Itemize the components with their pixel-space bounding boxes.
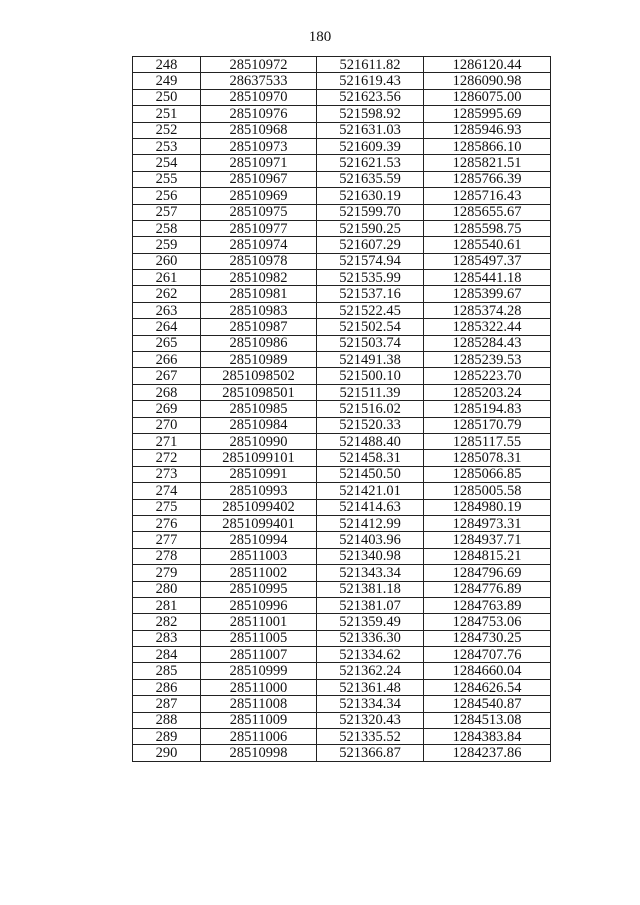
point-id-cell: 2851099401 xyxy=(201,515,317,531)
point-id-cell: 28510968 xyxy=(201,122,317,138)
point-id-cell: 28510985 xyxy=(201,401,317,417)
point-number-cell: 261 xyxy=(133,270,201,286)
coordinates-table xyxy=(132,56,551,762)
point-number-cell: 262 xyxy=(133,286,201,302)
point-number-cell: 289 xyxy=(133,729,201,745)
table-row xyxy=(133,679,551,695)
point-id-cell: 28510975 xyxy=(201,204,317,220)
point-id-cell: 28510991 xyxy=(201,466,317,482)
point-id-cell: 28510967 xyxy=(201,171,317,187)
point-number-cell: 275 xyxy=(133,499,201,515)
y-coordinate-cell: 1285117.55 xyxy=(424,433,551,449)
point-id-cell: 2851099101 xyxy=(201,450,317,466)
x-coordinate-cell: 521630.19 xyxy=(317,188,424,204)
x-coordinate-cell: 521343.34 xyxy=(317,565,424,581)
point-id-cell: 28511000 xyxy=(201,679,317,695)
y-coordinate-cell: 1285655.67 xyxy=(424,204,551,220)
y-coordinate-cell: 1284383.84 xyxy=(424,729,551,745)
table-row xyxy=(133,581,551,597)
point-id-cell: 2851098502 xyxy=(201,368,317,384)
x-coordinate-cell: 521381.07 xyxy=(317,597,424,613)
y-coordinate-cell: 1285374.28 xyxy=(424,302,551,318)
point-id-cell: 28510994 xyxy=(201,532,317,548)
point-number-cell: 280 xyxy=(133,581,201,597)
point-id-cell: 28510982 xyxy=(201,270,317,286)
point-id-cell: 28511007 xyxy=(201,647,317,663)
point-id-cell: 2851098501 xyxy=(201,384,317,400)
x-coordinate-cell: 521412.99 xyxy=(317,515,424,531)
x-coordinate-cell: 521535.99 xyxy=(317,270,424,286)
point-id-cell: 28510998 xyxy=(201,745,317,761)
point-id-cell: 28510999 xyxy=(201,663,317,679)
x-coordinate-cell: 521623.56 xyxy=(317,89,424,105)
x-coordinate-cell: 521621.53 xyxy=(317,155,424,171)
point-number-cell: 283 xyxy=(133,630,201,646)
x-coordinate-cell: 521334.62 xyxy=(317,647,424,663)
y-coordinate-cell: 1285766.39 xyxy=(424,171,551,187)
x-coordinate-cell: 521361.48 xyxy=(317,679,424,695)
y-coordinate-cell: 1284980.19 xyxy=(424,499,551,515)
point-id-cell: 28511001 xyxy=(201,614,317,630)
x-coordinate-cell: 521611.82 xyxy=(317,57,424,73)
y-coordinate-cell: 1285284.43 xyxy=(424,335,551,351)
x-coordinate-cell: 521511.39 xyxy=(317,384,424,400)
y-coordinate-cell: 1286090.98 xyxy=(424,73,551,89)
point-number-cell: 272 xyxy=(133,450,201,466)
y-coordinate-cell: 1284540.87 xyxy=(424,696,551,712)
y-coordinate-cell: 1284513.08 xyxy=(424,712,551,728)
point-number-cell: 248 xyxy=(133,57,201,73)
point-number-cell: 249 xyxy=(133,73,201,89)
y-coordinate-cell: 1286075.00 xyxy=(424,89,551,105)
y-coordinate-cell: 1285716.43 xyxy=(424,188,551,204)
point-number-cell: 266 xyxy=(133,352,201,368)
point-id-cell: 28510983 xyxy=(201,302,317,318)
table-row xyxy=(133,171,551,187)
table-row xyxy=(133,302,551,318)
x-coordinate-cell: 521503.74 xyxy=(317,335,424,351)
point-number-cell: 282 xyxy=(133,614,201,630)
x-coordinate-cell: 521334.34 xyxy=(317,696,424,712)
table-row xyxy=(133,450,551,466)
point-id-cell: 28511008 xyxy=(201,696,317,712)
point-number-cell: 279 xyxy=(133,565,201,581)
table-row xyxy=(133,663,551,679)
table-row xyxy=(133,352,551,368)
y-coordinate-cell: 1284626.54 xyxy=(424,679,551,695)
y-coordinate-cell: 1285223.70 xyxy=(424,368,551,384)
y-coordinate-cell: 1285239.53 xyxy=(424,352,551,368)
table-row xyxy=(133,89,551,105)
point-id-cell: 28511006 xyxy=(201,729,317,745)
point-number-cell: 290 xyxy=(133,745,201,761)
point-id-cell: 28511002 xyxy=(201,565,317,581)
table-row xyxy=(133,220,551,236)
point-number-cell: 252 xyxy=(133,122,201,138)
x-coordinate-cell: 521599.70 xyxy=(317,204,424,220)
point-number-cell: 268 xyxy=(133,384,201,400)
point-number-cell: 256 xyxy=(133,188,201,204)
table-row xyxy=(133,270,551,286)
table-row xyxy=(133,237,551,253)
table-row xyxy=(133,57,551,73)
x-coordinate-cell: 521537.16 xyxy=(317,286,424,302)
y-coordinate-cell: 1285441.18 xyxy=(424,270,551,286)
x-coordinate-cell: 521520.33 xyxy=(317,417,424,433)
point-id-cell: 28511009 xyxy=(201,712,317,728)
y-coordinate-cell: 1285821.51 xyxy=(424,155,551,171)
point-id-cell: 28510969 xyxy=(201,188,317,204)
point-id-cell: 2851099402 xyxy=(201,499,317,515)
x-coordinate-cell: 521598.92 xyxy=(317,106,424,122)
table-row xyxy=(133,466,551,482)
x-coordinate-cell: 521450.50 xyxy=(317,466,424,482)
point-id-cell: 28510993 xyxy=(201,483,317,499)
x-coordinate-cell: 521502.54 xyxy=(317,319,424,335)
table-row xyxy=(133,384,551,400)
point-id-cell: 28510981 xyxy=(201,286,317,302)
y-coordinate-cell: 1284973.31 xyxy=(424,515,551,531)
table-row xyxy=(133,253,551,269)
x-coordinate-cell: 521403.96 xyxy=(317,532,424,548)
table-row xyxy=(133,368,551,384)
table-row xyxy=(133,499,551,515)
point-number-cell: 274 xyxy=(133,483,201,499)
point-id-cell: 28510996 xyxy=(201,597,317,613)
table-row xyxy=(133,729,551,745)
x-coordinate-cell: 521335.52 xyxy=(317,729,424,745)
point-id-cell: 28511005 xyxy=(201,630,317,646)
x-coordinate-cell: 521491.38 xyxy=(317,352,424,368)
table-row xyxy=(133,745,551,761)
y-coordinate-cell: 1284730.25 xyxy=(424,630,551,646)
table-row xyxy=(133,515,551,531)
table-row xyxy=(133,696,551,712)
point-id-cell: 28637533 xyxy=(201,73,317,89)
x-coordinate-cell: 521421.01 xyxy=(317,483,424,499)
table-row xyxy=(133,188,551,204)
point-number-cell: 253 xyxy=(133,138,201,154)
y-coordinate-cell: 1285497.37 xyxy=(424,253,551,269)
point-number-cell: 273 xyxy=(133,466,201,482)
page-number: 180 xyxy=(308,29,332,45)
point-number-cell: 281 xyxy=(133,597,201,613)
point-number-cell: 284 xyxy=(133,647,201,663)
x-coordinate-cell: 521381.18 xyxy=(317,581,424,597)
y-coordinate-cell: 1285194.83 xyxy=(424,401,551,417)
table-row xyxy=(133,532,551,548)
y-coordinate-cell: 1284796.69 xyxy=(424,565,551,581)
y-coordinate-cell: 1285598.75 xyxy=(424,220,551,236)
x-coordinate-cell: 521359.49 xyxy=(317,614,424,630)
point-number-cell: 276 xyxy=(133,515,201,531)
table-row xyxy=(133,614,551,630)
point-id-cell: 28510978 xyxy=(201,253,317,269)
y-coordinate-cell: 1285078.31 xyxy=(424,450,551,466)
point-id-cell: 28510987 xyxy=(201,319,317,335)
table-row xyxy=(133,138,551,154)
y-coordinate-cell: 1286120.44 xyxy=(424,57,551,73)
coordinates-table-body xyxy=(133,57,551,762)
x-coordinate-cell: 521635.59 xyxy=(317,171,424,187)
point-number-cell: 259 xyxy=(133,237,201,253)
point-number-cell: 278 xyxy=(133,548,201,564)
x-coordinate-cell: 521574.94 xyxy=(317,253,424,269)
table-row xyxy=(133,73,551,89)
point-id-cell: 28510986 xyxy=(201,335,317,351)
x-coordinate-cell: 521340.98 xyxy=(317,548,424,564)
x-coordinate-cell: 521619.43 xyxy=(317,73,424,89)
point-number-cell: 251 xyxy=(133,106,201,122)
point-id-cell: 28510970 xyxy=(201,89,317,105)
y-coordinate-cell: 1284937.71 xyxy=(424,532,551,548)
point-number-cell: 265 xyxy=(133,335,201,351)
point-number-cell: 254 xyxy=(133,155,201,171)
table-row xyxy=(133,483,551,499)
y-coordinate-cell: 1284753.06 xyxy=(424,614,551,630)
point-number-cell: 260 xyxy=(133,253,201,269)
point-id-cell: 28510989 xyxy=(201,352,317,368)
table-row xyxy=(133,417,551,433)
table-row xyxy=(133,565,551,581)
point-number-cell: 286 xyxy=(133,679,201,695)
x-coordinate-cell: 521609.39 xyxy=(317,138,424,154)
x-coordinate-cell: 521500.10 xyxy=(317,368,424,384)
table-row xyxy=(133,548,551,564)
x-coordinate-cell: 521631.03 xyxy=(317,122,424,138)
y-coordinate-cell: 1285322.44 xyxy=(424,319,551,335)
x-coordinate-cell: 521458.31 xyxy=(317,450,424,466)
y-coordinate-cell: 1285866.10 xyxy=(424,138,551,154)
table-row xyxy=(133,155,551,171)
point-number-cell: 285 xyxy=(133,663,201,679)
point-number-cell: 288 xyxy=(133,712,201,728)
x-coordinate-cell: 521516.02 xyxy=(317,401,424,417)
point-id-cell: 28510984 xyxy=(201,417,317,433)
y-coordinate-cell: 1284763.89 xyxy=(424,597,551,613)
point-number-cell: 264 xyxy=(133,319,201,335)
y-coordinate-cell: 1284815.21 xyxy=(424,548,551,564)
y-coordinate-cell: 1284660.04 xyxy=(424,663,551,679)
table-row xyxy=(133,204,551,220)
table-row xyxy=(133,401,551,417)
table-row xyxy=(133,647,551,663)
y-coordinate-cell: 1284776.89 xyxy=(424,581,551,597)
point-number-cell: 287 xyxy=(133,696,201,712)
point-number-cell: 255 xyxy=(133,171,201,187)
point-id-cell: 28510972 xyxy=(201,57,317,73)
x-coordinate-cell: 521366.87 xyxy=(317,745,424,761)
point-id-cell: 28510976 xyxy=(201,106,317,122)
point-id-cell: 28510990 xyxy=(201,433,317,449)
table-row xyxy=(133,122,551,138)
x-coordinate-cell: 521607.29 xyxy=(317,237,424,253)
x-coordinate-cell: 521362.24 xyxy=(317,663,424,679)
table-row xyxy=(133,286,551,302)
point-id-cell: 28510977 xyxy=(201,220,317,236)
y-coordinate-cell: 1285203.24 xyxy=(424,384,551,400)
point-number-cell: 277 xyxy=(133,532,201,548)
x-coordinate-cell: 521488.40 xyxy=(317,433,424,449)
point-id-cell: 28510973 xyxy=(201,138,317,154)
point-number-cell: 257 xyxy=(133,204,201,220)
y-coordinate-cell: 1285540.61 xyxy=(424,237,551,253)
y-coordinate-cell: 1285170.79 xyxy=(424,417,551,433)
y-coordinate-cell: 1285005.58 xyxy=(424,483,551,499)
table-row xyxy=(133,630,551,646)
x-coordinate-cell: 521336.30 xyxy=(317,630,424,646)
table-row xyxy=(133,106,551,122)
point-number-cell: 271 xyxy=(133,433,201,449)
x-coordinate-cell: 521522.45 xyxy=(317,302,424,318)
point-id-cell: 28510995 xyxy=(201,581,317,597)
y-coordinate-cell: 1285946.93 xyxy=(424,122,551,138)
table-row xyxy=(133,712,551,728)
point-number-cell: 267 xyxy=(133,368,201,384)
point-number-cell: 250 xyxy=(133,89,201,105)
y-coordinate-cell: 1285399.67 xyxy=(424,286,551,302)
point-id-cell: 28510974 xyxy=(201,237,317,253)
point-number-cell: 270 xyxy=(133,417,201,433)
point-number-cell: 263 xyxy=(133,302,201,318)
point-number-cell: 258 xyxy=(133,220,201,236)
point-id-cell: 28510971 xyxy=(201,155,317,171)
table-row xyxy=(133,597,551,613)
x-coordinate-cell: 521414.63 xyxy=(317,499,424,515)
point-number-cell: 269 xyxy=(133,401,201,417)
x-coordinate-cell: 521590.25 xyxy=(317,220,424,236)
table-row xyxy=(133,433,551,449)
table-row xyxy=(133,319,551,335)
y-coordinate-cell: 1284707.76 xyxy=(424,647,551,663)
y-coordinate-cell: 1285995.69 xyxy=(424,106,551,122)
table-row xyxy=(133,335,551,351)
y-coordinate-cell: 1285066.85 xyxy=(424,466,551,482)
point-id-cell: 28511003 xyxy=(201,548,317,564)
x-coordinate-cell: 521320.43 xyxy=(317,712,424,728)
y-coordinate-cell: 1284237.86 xyxy=(424,745,551,761)
